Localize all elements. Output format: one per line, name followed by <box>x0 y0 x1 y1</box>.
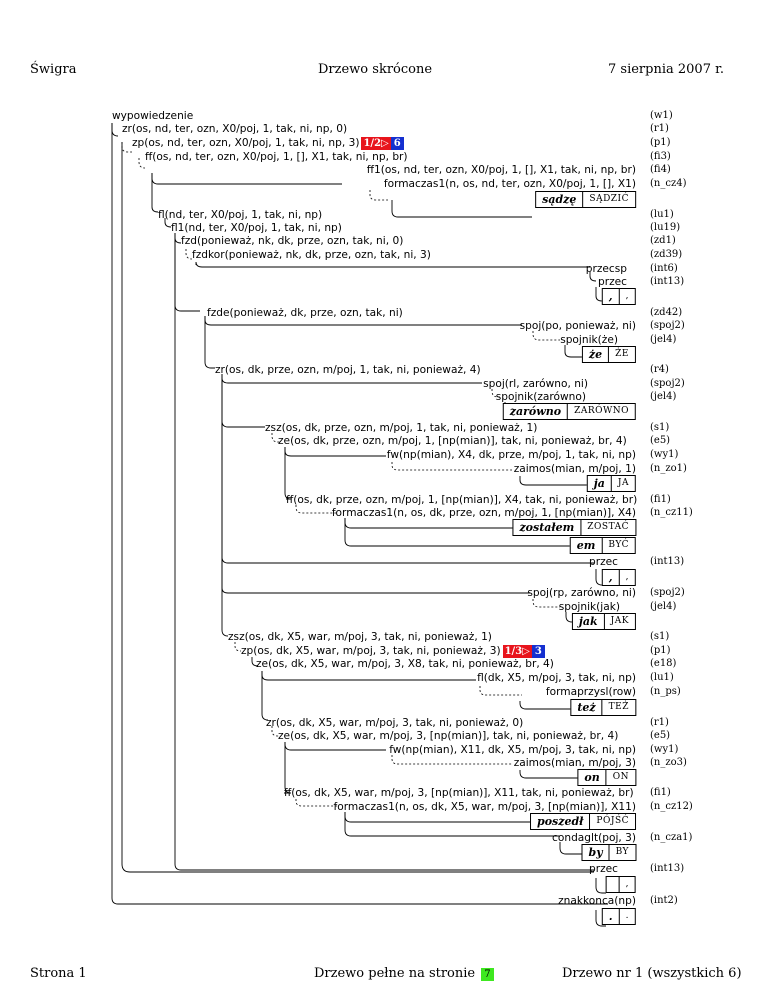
rule-code: (fi3) <box>650 151 671 162</box>
token-box <box>602 569 636 586</box>
token-orth: też <box>571 700 602 715</box>
token-base: ZARÓWNO <box>574 406 629 416</box>
token-orth: , <box>603 289 620 304</box>
rule-code: (wy1) <box>650 449 679 460</box>
token-orth: zostałem <box>513 520 581 535</box>
footer-full-tree <box>314 966 494 981</box>
rule-code: (n_cza1) <box>650 832 693 843</box>
tree-node: zaimos(mian, m/poj, 1) <box>513 463 636 475</box>
rule-code: (zd39) <box>650 249 683 260</box>
rule-code: (e18) <box>650 658 677 669</box>
rule-code: (r1) <box>650 123 669 134</box>
tree-node: condaglt(poj, 3) <box>552 832 636 844</box>
rule-code: (n_cz4) <box>650 178 687 189</box>
tree-node: ze(os, dk, X5, war, m/poj, 3, X8, tak, ni, ponieważ, br, 4) <box>256 658 554 670</box>
tree-node: zr(os, nd, ter, ozn, X0/poj, 1, tak, ni, np, 0) <box>122 123 348 135</box>
token-orth: poszedł <box>531 814 590 829</box>
full-tree-page-link[interactable]: 7 <box>481 968 493 981</box>
rule-code: (spoj2) <box>650 320 685 331</box>
tree-node: fzde(ponieważ, dk, prze, ozn, tak, ni) <box>207 307 403 319</box>
rule-code: (int13) <box>650 556 685 567</box>
token-orth <box>607 877 620 892</box>
tree-node: spoj(rl, zarówno, ni) <box>483 378 588 390</box>
tree-node-label: zp(os, dk, X5, war, m/poj, 3, tak, ni, ponieważ, 3) <box>241 645 501 657</box>
rule-code: (p1) <box>650 137 671 148</box>
token-box <box>503 403 636 420</box>
token-box <box>606 876 636 893</box>
header-date: 7 sierpnia 2007 r. <box>608 62 725 77</box>
token-base: ZOSTAĆ <box>587 522 629 532</box>
token-box <box>572 613 636 630</box>
token-orth: jak <box>573 614 605 629</box>
token-box <box>582 346 636 363</box>
rule-code: (jel4) <box>650 601 677 612</box>
rule-code: (lu1) <box>650 209 674 220</box>
rule-code: (e5) <box>650 730 671 741</box>
rule-code: (zd42) <box>650 307 683 318</box>
rule-code: (lu19) <box>650 222 681 233</box>
rule-code: (w1) <box>650 110 673 121</box>
token-orth: ja <box>588 476 612 491</box>
tree-node: znakkonca(np) <box>558 895 636 907</box>
rule-code: (fi1) <box>650 787 671 798</box>
tree-node <box>132 136 404 150</box>
tree-node: przec <box>589 863 618 875</box>
token-base: , <box>625 879 629 889</box>
nav-badge-number[interactable]: 6 <box>391 137 404 150</box>
header-title: Drzewo skrócone <box>318 62 433 77</box>
token-box <box>602 288 636 305</box>
tree-node: zr(os, dk, prze, ozn, m/poj, 1, tak, ni, ponieważ, 4) <box>215 364 481 376</box>
token-base: SĄDZIĆ <box>589 194 629 204</box>
rule-code: (lu1) <box>650 672 674 683</box>
footer-full-tree-label: Drzewo pełne na stronie <box>314 966 476 981</box>
tree-node: przec <box>589 556 618 568</box>
token-base: JAK <box>610 616 629 626</box>
token-box <box>587 475 636 492</box>
nav-badge-fraction[interactable]: 1/2▷ <box>363 138 389 149</box>
tree-node: przecsp <box>585 263 627 275</box>
token-box <box>535 191 636 208</box>
token-orth: . <box>603 909 620 924</box>
rule-code: (int2) <box>650 895 678 906</box>
token-box <box>570 699 636 716</box>
token-box <box>582 844 637 861</box>
token-box <box>530 813 636 830</box>
tree-node: formaprzysl(row) <box>545 686 636 698</box>
rule-code: (n_ps) <box>650 686 681 697</box>
token-orth: że <box>583 347 609 362</box>
token-base: TEŻ <box>608 702 629 712</box>
token-base: PÓJŚĆ <box>596 816 629 826</box>
tree-node: fl(dk, X5, m/poj, 3, tak, ni, np) <box>477 672 636 684</box>
tree-node: ze(os, dk, X5, war, m/poj, 3, [np(mian)], tak, ni, ponieważ, br, 4) <box>278 730 619 742</box>
token-base: ŻE <box>615 349 629 359</box>
rule-code: (fi1) <box>650 494 671 505</box>
tree-node: zsz(os, dk, prze, ozn, m/poj, 1, tak, ni, ponieważ, 1) <box>265 422 538 434</box>
tree-node: ff1(os, nd, ter, ozn, X0/poj, 1, [], X1, tak, ni, np, br) <box>366 164 636 176</box>
rule-code: (fi4) <box>650 164 671 175</box>
rule-code: (r4) <box>650 364 669 375</box>
header-left: Świgra <box>30 62 77 77</box>
tree-node: spoj(po, ponieważ, ni) <box>519 320 636 332</box>
tree-node: spojnik(zarówno) <box>495 391 586 403</box>
tree-node: wypowiedzenie <box>112 110 194 122</box>
token-box <box>570 537 636 554</box>
tree-node: spojnik(jak) <box>558 601 620 613</box>
token-orth: sądzę <box>536 192 583 207</box>
token-orth: em <box>571 538 603 553</box>
rule-code: (e5) <box>650 435 671 446</box>
tree-node: zaimos(mian, m/poj, 3) <box>513 757 636 769</box>
token-base: , <box>625 291 629 301</box>
token-box <box>602 908 636 925</box>
tree-node: formaczas1(n, os, nd, ter, ozn, X0/poj, 1, [], X1) <box>383 178 636 190</box>
rule-code: (n_cz12) <box>650 801 693 812</box>
tree-node: fw(np(mian), X4, dk, prze, m/poj, 1, tak, ni, np) <box>386 449 636 461</box>
tree-node <box>241 644 545 658</box>
rule-code: (n_zo3) <box>650 757 687 768</box>
tree-node: ff(os, nd, ter, ozn, X0/poj, 1, [], X1, tak, ni, np, br) <box>145 151 408 163</box>
token-base: . <box>625 911 629 921</box>
rule-code: (p1) <box>650 645 671 656</box>
rule-code: (jel4) <box>650 334 677 345</box>
tree-node-label: zp(os, nd, ter, ozn, X0/poj, 1, tak, ni, np, 3) <box>132 137 360 149</box>
token-box <box>577 769 636 786</box>
tree-node: ze(os, dk, prze, ozn, m/poj, 1, [np(mian)], tak, ni, ponieważ, br, 4) <box>278 435 627 447</box>
tree-node: formaczas1(n, os, dk, X5, war, m/poj, 3, [np(mian)], X11) <box>333 801 636 813</box>
token-base: BYĆ <box>608 540 629 550</box>
rule-code: (wy1) <box>650 744 679 755</box>
tree-node: formaczas1(n, os, dk, prze, ozn, m/poj, 1, [np(mian)], X4) <box>331 507 636 519</box>
rule-code: (spoj2) <box>650 587 685 598</box>
token-base: JA <box>617 478 629 488</box>
tree-node: zr(os, dk, X5, war, m/poj, 3, tak, ni, ponieważ, 0) <box>266 717 524 729</box>
rule-code: (s1) <box>650 631 670 642</box>
token-base: , <box>625 572 629 582</box>
tree-node: ff(os, dk, X5, war, m/poj, 3, [np(mian)], X11, tak, ni, ponieważ, br) <box>284 787 634 799</box>
tree-node: fl1(nd, ter, X0/poj, 1, tak, ni, np) <box>171 222 342 234</box>
token-orth: zarówno <box>504 404 568 419</box>
tree-node: spojnik(że) <box>560 334 618 346</box>
nav-badge-fraction[interactable]: 1/3▷ <box>504 646 530 657</box>
rule-code: (jel4) <box>650 391 677 402</box>
rule-code: (r1) <box>650 717 669 728</box>
footer-page: Strona 1 <box>30 966 87 981</box>
tree-node: spoj(rp, zarówno, ni) <box>527 587 636 599</box>
token-orth: , <box>603 570 620 585</box>
rule-code: (int6) <box>650 263 678 274</box>
token-orth: by <box>583 845 610 860</box>
footer-tree-count: Drzewo nr 1 (wszystkich 6) <box>562 966 742 981</box>
token-base: ON <box>612 772 629 782</box>
token-orth: on <box>578 770 606 785</box>
rule-code: (n_cz11) <box>650 507 693 518</box>
token-base: BY <box>615 847 629 857</box>
tree-node: fzdkor(ponieważ, nk, dk, prze, ozn, tak, ni, 3) <box>192 249 431 261</box>
rule-code: (int13) <box>650 863 685 874</box>
nav-badge-number[interactable]: 3 <box>532 645 545 658</box>
tree-node: fl(nd, ter, X0/poj, 1, tak, ni, np) <box>158 209 323 221</box>
rule-code: (zd1) <box>650 235 676 246</box>
token-box <box>512 519 636 536</box>
tree-node: zsz(os, dk, X5, war, m/poj, 3, tak, ni, ponieważ, 1) <box>228 631 492 643</box>
rule-code: (spoj2) <box>650 378 685 389</box>
tree-node: przec <box>598 276 627 288</box>
rule-code: (n_zo1) <box>650 463 687 474</box>
rule-code: (int13) <box>650 276 685 287</box>
rule-code: (s1) <box>650 422 670 433</box>
tree-node: ff(os, dk, prze, ozn, m/poj, 1, [np(mian)], X4, tak, ni, ponieważ, br) <box>286 494 638 506</box>
tree-node: fw(np(mian), X11, dk, X5, m/poj, 3, tak, ni, np) <box>389 744 636 756</box>
tree-node: fzd(ponieważ, nk, dk, prze, ozn, tak, ni, 0) <box>181 235 404 247</box>
